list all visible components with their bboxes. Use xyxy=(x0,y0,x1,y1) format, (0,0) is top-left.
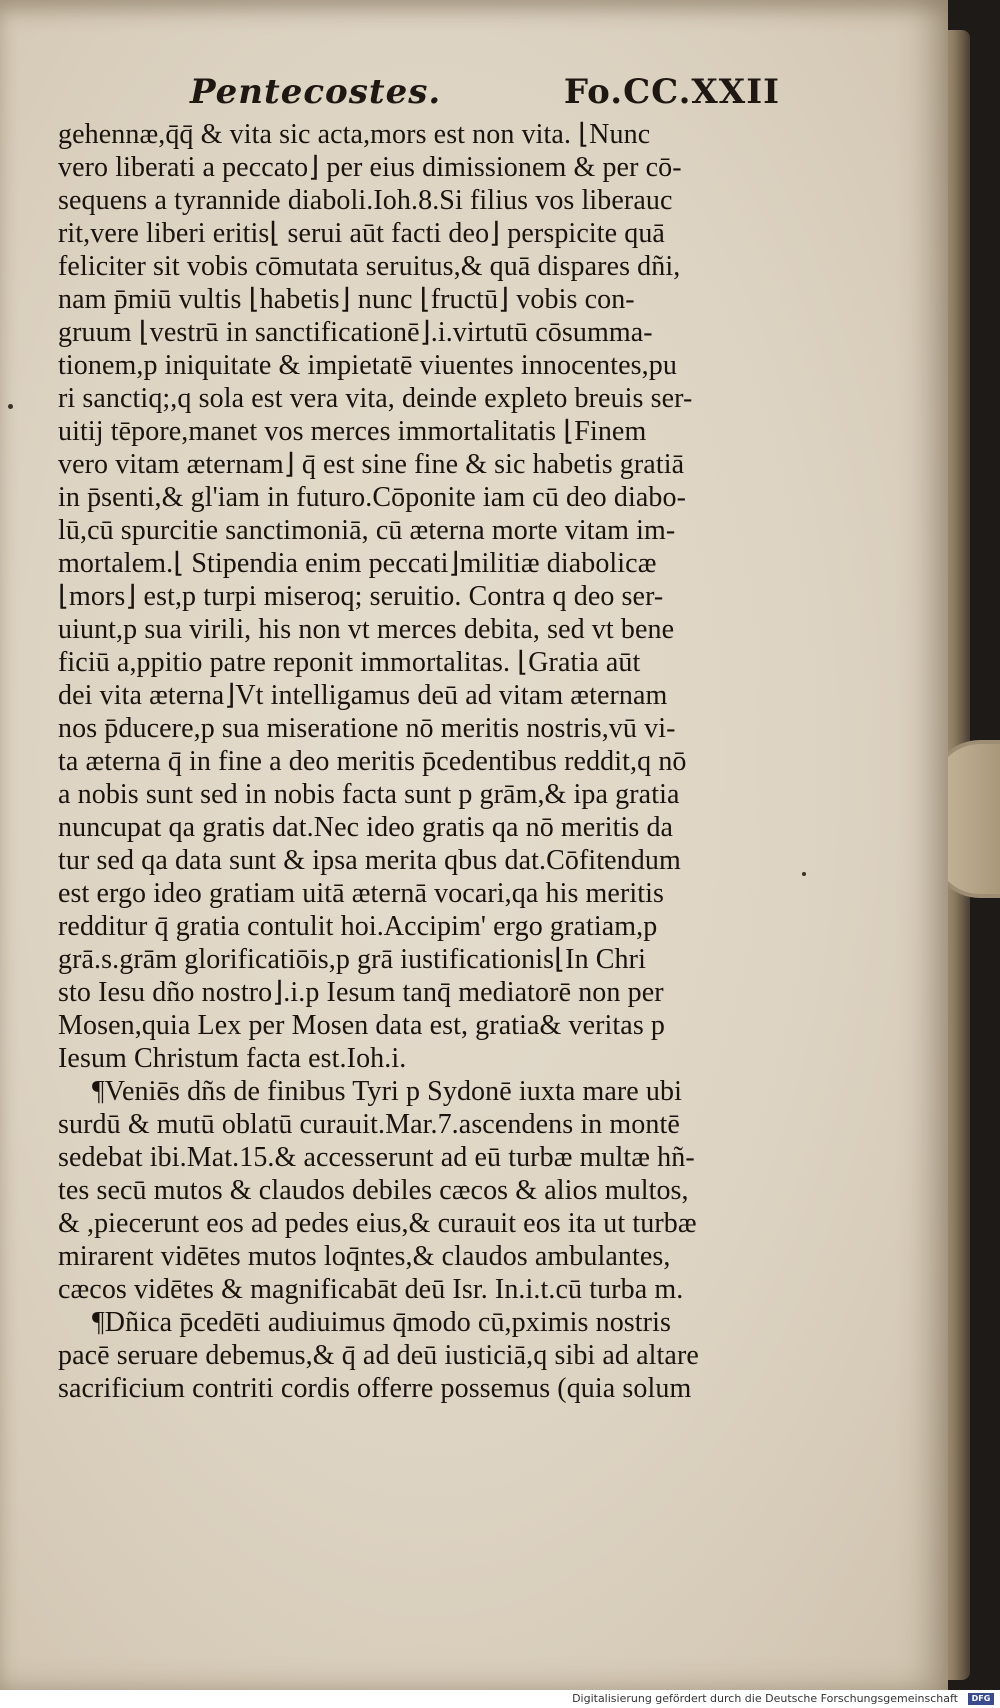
running-title: Pentecostes. xyxy=(190,72,442,112)
text-line: mortalem.⌊ Stipendia enim peccati⌋militiæ diabolicæ xyxy=(58,548,657,579)
text-line: tes secū mutos & claudos debiles cæcos & alios multos, xyxy=(58,1175,689,1206)
text-line: & ,piecerunt eos ad pedes eius,& curauit eos ita ut turbæ xyxy=(58,1208,697,1239)
text-line: vero liberati a peccato⌋ per eius dimissionem & per cō- xyxy=(58,152,682,183)
text-line: sequens a tyrannide diaboli.Ioh.8.Si filius vos liberauc xyxy=(58,185,673,216)
text-line: nam p̄miū vultis ⌊habetis⌋ nunc ⌊fructū⌋ vobis con- xyxy=(58,284,635,315)
text-line: lū,cū spurcitie sanctimoniā, cū æterna morte vitam im- xyxy=(58,515,676,546)
text-line: nuncupat qa gratis dat.Nec ideo gratis qa nō meritis da xyxy=(58,812,674,843)
text-line: ta æterna q̄ in fine a deo meritis p̄cedentibus reddit,q nō xyxy=(58,746,687,777)
text-line: ri sanctiq;,q sola est vera vita, deinde expleto breuis ser- xyxy=(58,383,693,414)
text-line: vero vitam æternam⌋ q̄ est sine fine & sic habetis gratiā xyxy=(58,449,685,480)
text-line: grā.s.grām glorificatiōis,p grā iustificationis⌊In Chri xyxy=(58,944,646,975)
text-line: redditur q̄ gratia contulit hoi.Accipim' ergo gratiam,p xyxy=(58,911,658,942)
text-line: est ergo ideo gratiam uitā æternā vocari,qa his meritis xyxy=(58,878,665,909)
body-text xyxy=(58,118,798,1405)
text-line: gehennæ,q̄q̄ & vita sic acta,mors est non vita. ⌊Nunc xyxy=(58,119,651,150)
text-line: a nobis sunt sed in nobis facta sunt p grām,& ipa gratia xyxy=(58,779,680,810)
text-line: pacē seruare debemus,& q̄ ad deū iusticiā,q sibi ad altare xyxy=(58,1340,699,1371)
text-line: feliciter sit vobis cōmutata seruitus,& quā dispares dñi, xyxy=(58,251,681,282)
text-line: sacrificium contriti cordis offerre possemus (quia solum xyxy=(58,1373,692,1404)
text-line: gruum ⌊vestrū in sanctificationē⌋.i.virtutū cōsumma- xyxy=(58,317,653,348)
digitization-credit-bar xyxy=(0,1690,1000,1708)
running-header xyxy=(190,72,780,120)
text-line: rit,vere liberi eritis⌊ serui aūt facti deo⌋ perspicite quā xyxy=(58,218,665,249)
text-line: ficiū a,ppitio patre reponit immortalitas. ⌊Gratia aūt xyxy=(58,647,641,678)
ink-speck xyxy=(8,404,13,409)
text-line: tionem,p iniquitate & impietatē viuentes innocentes,pu xyxy=(58,350,677,381)
text-line: cæcos vidētes & magnificabāt deū Isr. In.i.t.cū turba m. xyxy=(58,1274,684,1305)
paragraph-start-line: ¶Veniēs dñs de finibus Tyri p Sydonē iuxta mare ubi xyxy=(92,1076,683,1107)
folio-number: Fo.CC.XXII xyxy=(563,72,780,112)
text-line: uiunt,p sua virili, his non vt merces debita, sed vt bene xyxy=(58,614,675,645)
text-line: tur sed qa data sunt & ipsa merita qbus dat.Cōfitendum xyxy=(58,845,681,876)
text-line: uitij tēpore,manet vos merces immortalitatis ⌊Finem xyxy=(58,416,647,447)
ink-speck xyxy=(802,872,806,876)
text-line: Iesum Christum facta est.Ioh.i. xyxy=(58,1043,407,1074)
text-line: in p̄senti,& gl'iam in futuro.Cōponite iam cū deo diabo- xyxy=(58,482,686,513)
text-line: sedebat ibi.Mat.15.& accesserunt ad eū turbæ multæ hñ- xyxy=(58,1142,695,1173)
text-line: sto Iesu dño nostro⌋.i.p Iesum tanq̄ mediatorē non per xyxy=(58,977,664,1008)
text-line: dei vita æterna⌋Vt intelligamus deū ad vitam æternam xyxy=(58,680,668,711)
text-line: surdū & mutū oblatū curauit.Mar.7.ascendens in montē xyxy=(58,1109,680,1140)
dfg-logo-icon: DFG xyxy=(968,1693,994,1705)
text-line: Mosen,quia Lex per Mosen data est, gratia& veritas p xyxy=(58,1010,666,1041)
paragraph-start-line: ¶Dñica p̄cedēti audiuimus q̄modo cū,pximis nostris xyxy=(92,1307,671,1338)
text-line: nos p̄ducere,p sua miseratione nō meritis nostris,vū vi- xyxy=(58,713,676,744)
text-line: ⌊mors⌋ est,p turpi miseroq; seruitio. Contra q deo ser- xyxy=(58,581,664,612)
text-line: mirarent vidētes mutos loq̄ntes,& claudos ambulantes, xyxy=(58,1241,671,1272)
funding-credit: Digitalisierung gefördert durch die Deutsche Forschungsgemeinschaft xyxy=(572,1692,958,1705)
